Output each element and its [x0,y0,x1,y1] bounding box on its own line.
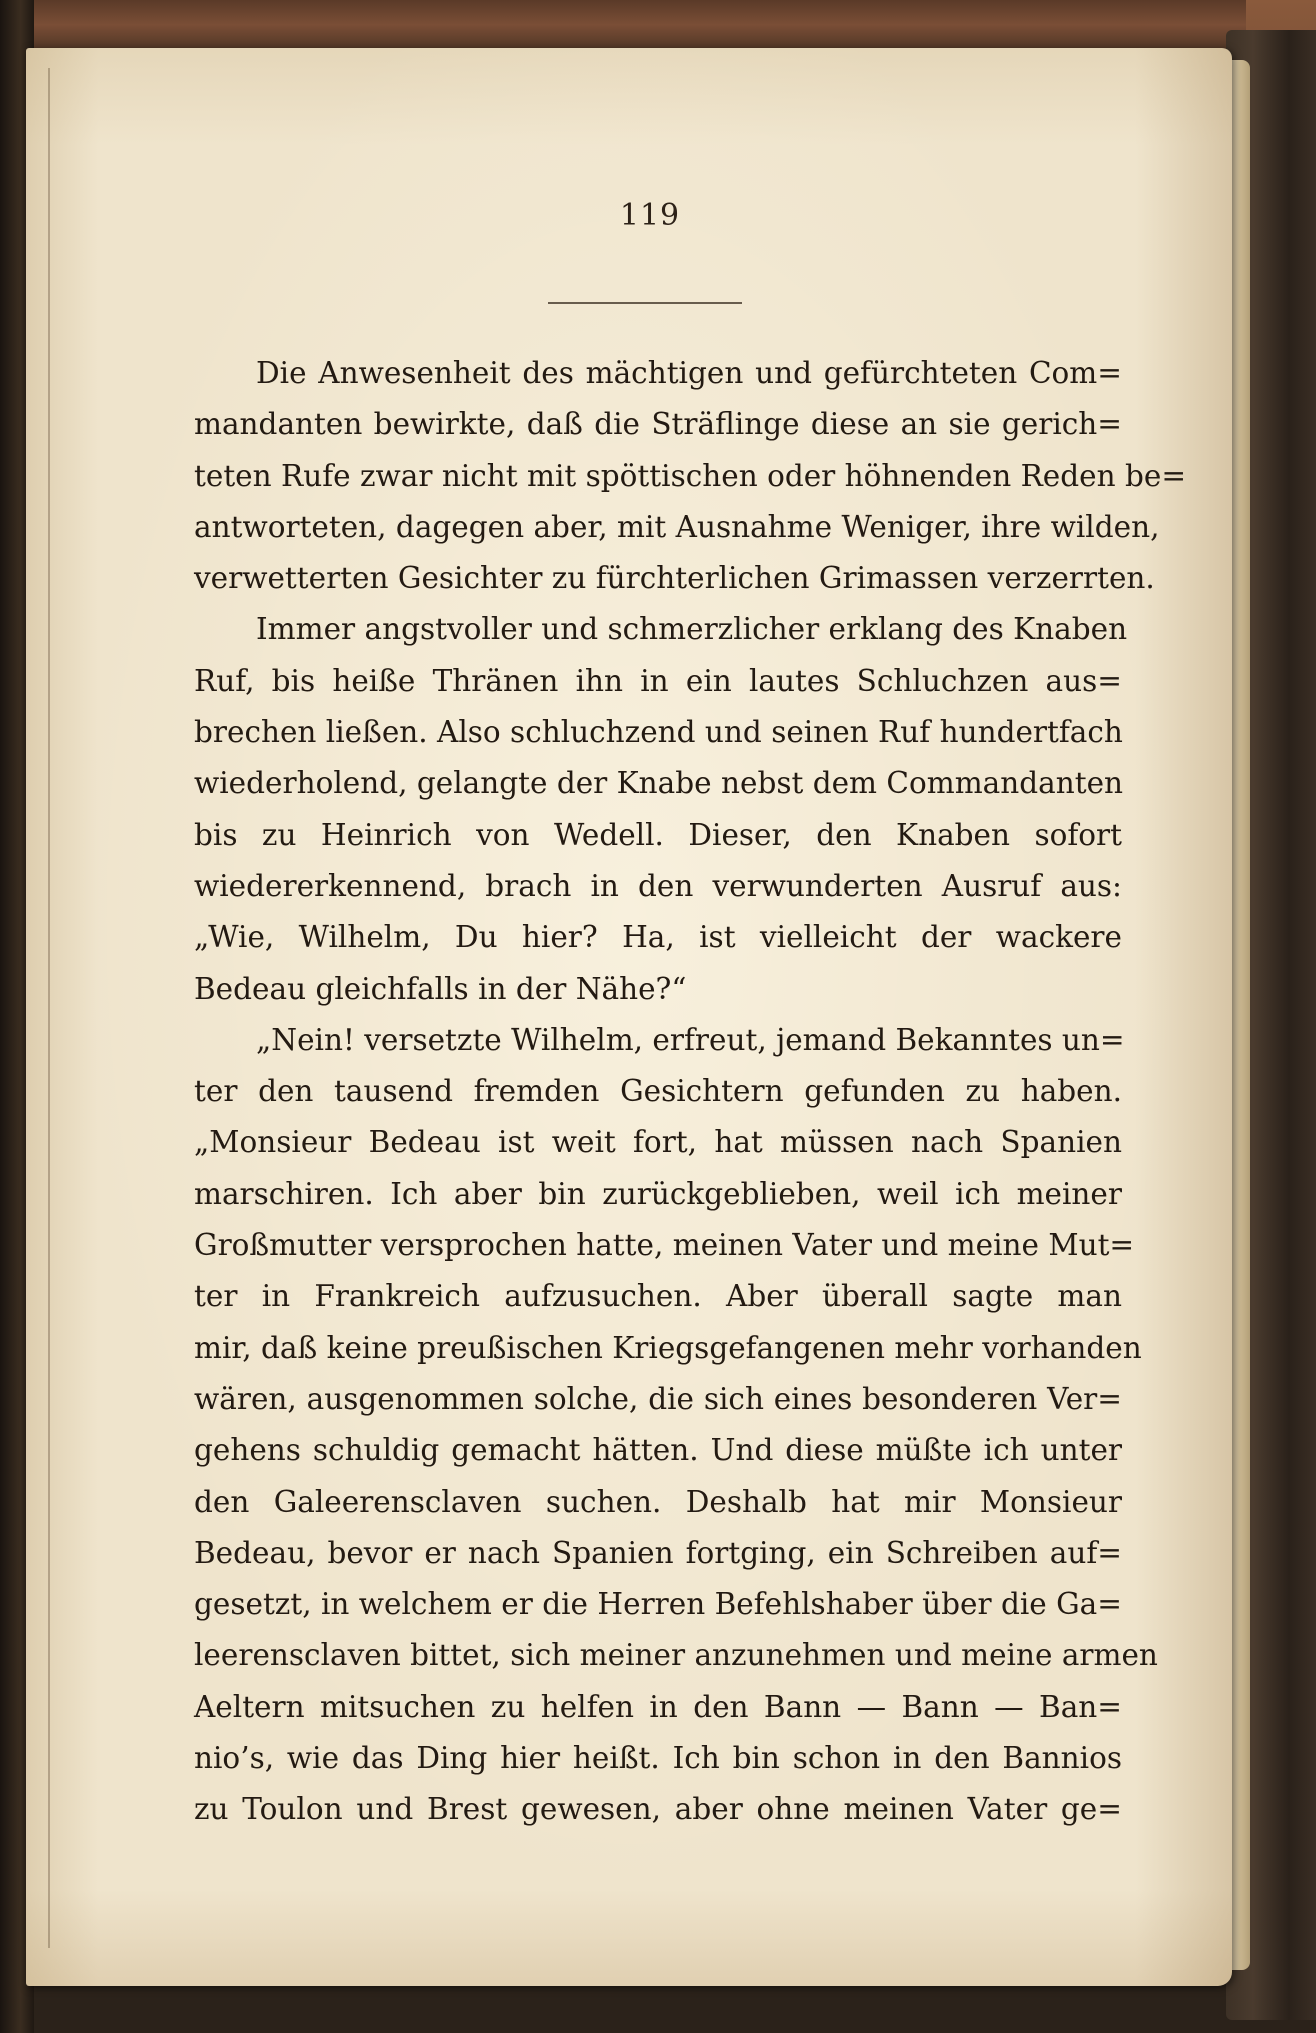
text-line: Ruf, bis heiße Thränen ihn in ein lautes Schluchzen aus= [194,663,1122,698]
text-line: mir, daß keine preußischen Kriegsgefangenen mehr vorhanden [194,1330,1142,1365]
text-line: mandanten bewirkte, daß die Sträflinge diese an sie gerich= [194,407,1122,442]
text-line: Bedeau gleichfalls in der Nähe?“ [194,971,687,1006]
text-line: zu Toulon und Brest gewesen, aber ohne meinen Vater ge= [194,1792,1122,1827]
text-line: Immer angstvoller und schmerzlicher erklang des Knaben [256,612,1128,647]
text-line: ter in Frankreich aufzusuchen. Aber überall sagte man [194,1279,1122,1314]
book-page [26,48,1232,1986]
text-line: „Monsieur Bedeau ist weit fort, hat müssen nach Spanien [194,1125,1122,1160]
text-line: wiedererkennend, brach in den verwunderten Ausruf aus: [194,868,1122,903]
text-line: nio’s, wie das Ding hier heißt. Ich bin schon in den Bannios [194,1741,1122,1776]
page-number: 119 [619,198,681,233]
header-rule [548,302,742,304]
text-line: „Wie, Wilhelm, Du hier? Ha, ist vielleicht der wackere [194,920,1122,955]
text-line: bis zu Heinrich von Wedell. Dieser, den Knaben sofort [194,817,1122,852]
text-line: teten Rufe zwar nicht mit spöttischen oder höhnenden Reden be= [194,458,1187,493]
gutter-shadow [48,68,50,1948]
text-line: leerensclaven bittet, sich meiner anzunehmen und meine armen [194,1638,1158,1673]
body-text [194,348,1187,1836]
text-line: antworteten, dagegen aber, mit Ausnahme Weniger, ihre wilden, [194,509,1160,544]
text-line: wären, ausgenommen solche, die sich eines besonderen Ver= [194,1381,1122,1416]
page-stack-edge [1232,60,1250,1970]
text-line: Großmutter versprochen hatte, meinen Vater und meine Mut= [194,1228,1135,1263]
text-line: wiederholend, gelangte der Knabe nebst dem Commandanten [194,766,1124,801]
text-line: brechen ließen. Also schluchzend und seinen Ruf hundertfach [194,715,1123,750]
text-line: „Nein! versetzte Wilhelm, erfreut, jemand Bekanntes un= [256,1022,1125,1057]
text-line: Die Anwesenheit des mächtigen und gefürchteten Com= [256,356,1122,390]
text-line: verwetterten Gesichter zu fürchterlichen Grimassen verzerrten. [194,561,1155,596]
text-line: ter den tausend fremden Gesichtern gefunden zu haben. [194,1074,1122,1109]
text-line: Aeltern mitsuchen zu helfen in den Bann — Bann — Ban= [194,1689,1122,1724]
text-line: Bedeau, bevor er nach Spanien fortging, ein Schreiben auf= [194,1535,1122,1570]
text-line: den Galeerensclaven suchen. Deshalb hat mir Monsieur [194,1484,1122,1519]
text-line: marschiren. Ich aber bin zurückgeblieben, weil ich meiner [194,1176,1122,1211]
text-line: gesetzt, in welchem er die Herren Befehlshaber über die Ga= [194,1587,1122,1622]
text-line: gehens schuldig gemacht hätten. Und diese müßte ich unter [194,1433,1122,1468]
